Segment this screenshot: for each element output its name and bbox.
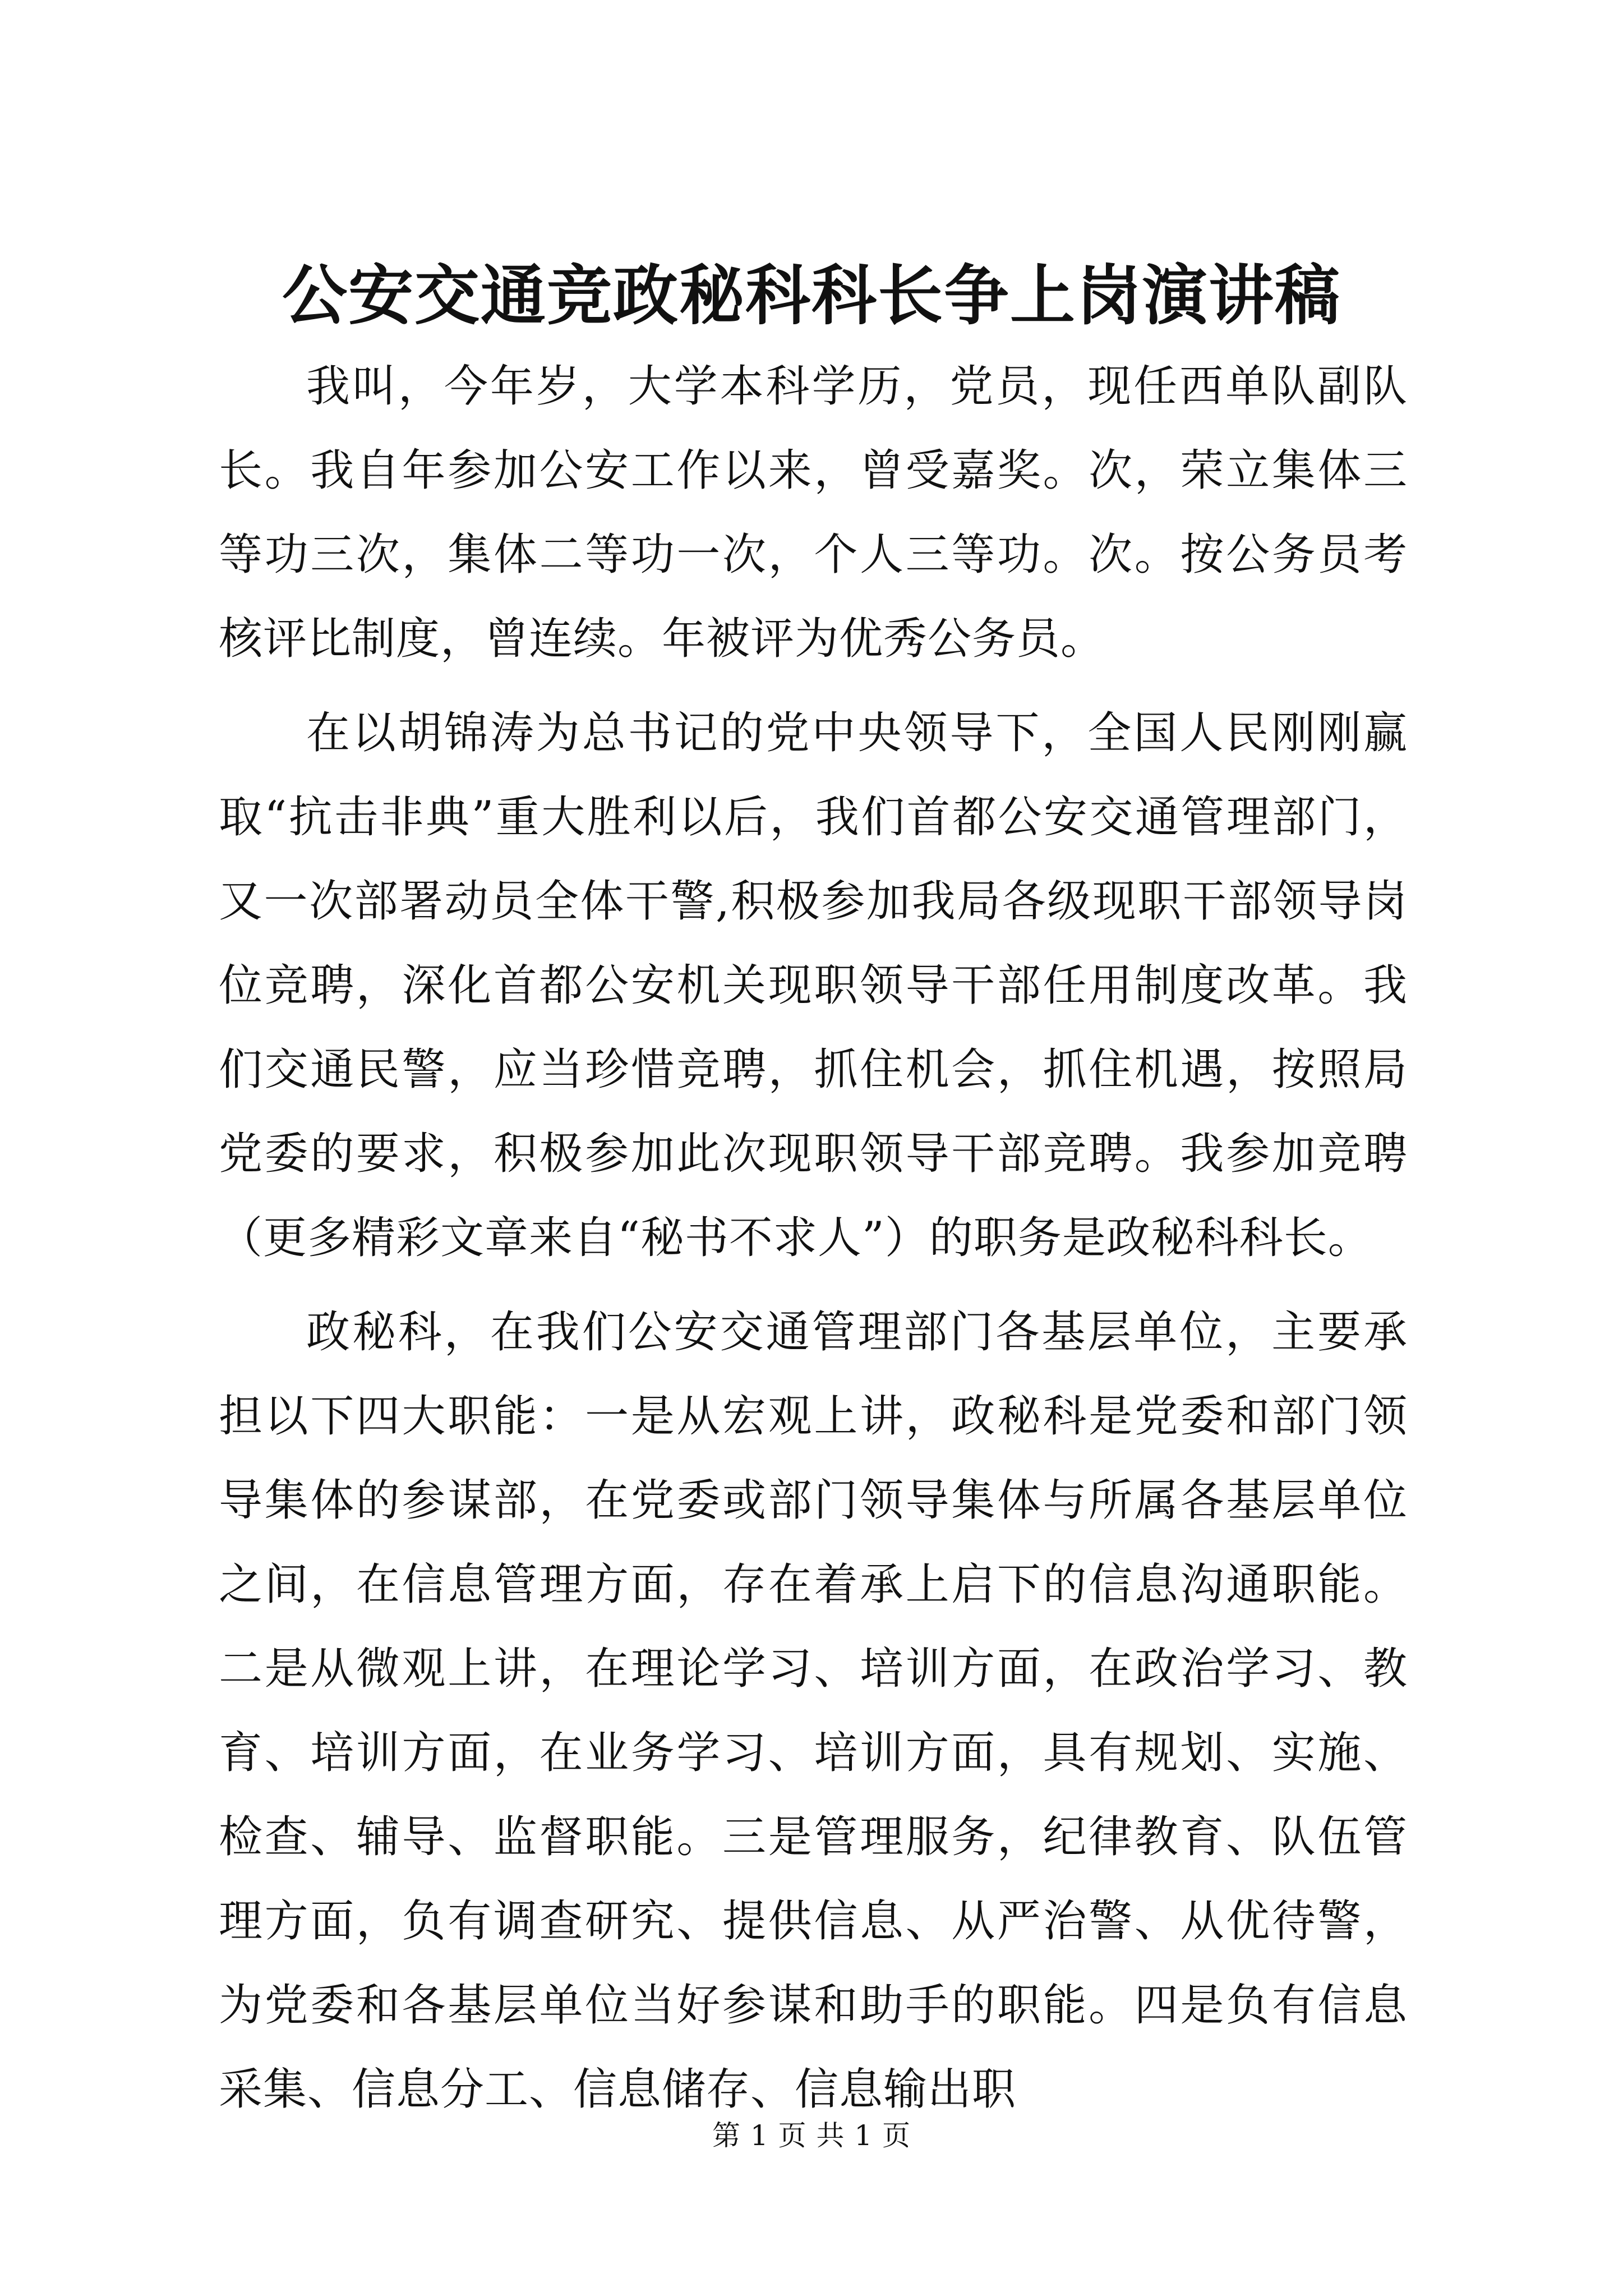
- paragraph-3: 政秘科，在我们公安交通管理部门各基层单位，主要承担以下四大职能：一是从宏观上讲，政秘科是党委和部门领导集体的参谋部，在党委或部门领导集体与所属各基层单位之间，在信息管理方面，存在着承上启下的信息沟通职能。二是从微观上讲，在理论学习、培训方面，在政治学习、教育、培训方面，在业务学习、培训方面，具有规划、实施、检查、辅导、监督职能。三是管理服务，纪律教育、队伍管理方面，负有调查研究、提供信息、从严治警、从优待警，为党委和各基层单位当好参谋和助手的职能。四是负有信息采集、信息分工、信息储存、信息输出职: [219, 1307, 1408, 2115]
- document-title: 公安交通竞政秘科科长争上岗演讲稿: [282, 257, 1341, 334]
- page-footer: 第 1 页 共 1 页: [712, 2119, 911, 2152]
- document-body: [219, 344, 1408, 2142]
- paragraph-1: 我叫，今年岁，大学本科学历，党员，现任西单队副队长。我自年参加公安工作以来，曾受嘉奖。次，荣立集体三等功三次，集体二等功一次，个人三等功。次。按公务员考核评比制度，曾连续。年被评为优秀公务员。: [219, 361, 1408, 664]
- paragraph-2: 在以胡锦涛为总书记的党中央领导下，全国人民刚刚赢取“抗击非典”重大胜利以后，我们首都公安交通管理部门，又一次部署动员全体干警,积极参加我局各级现职干部领导岗位竞聘，深化首都公安机关现职领导干部任用制度改革。我们交通民警，应当珍惜竞聘，抓住机会，抓住机遇，按照局党委的要求，积极参加此次现职领导干部竞聘。我参加竞聘（更多精彩文章来自“秘书不求人”）的职务是政秘科科长。: [219, 708, 1408, 1263]
